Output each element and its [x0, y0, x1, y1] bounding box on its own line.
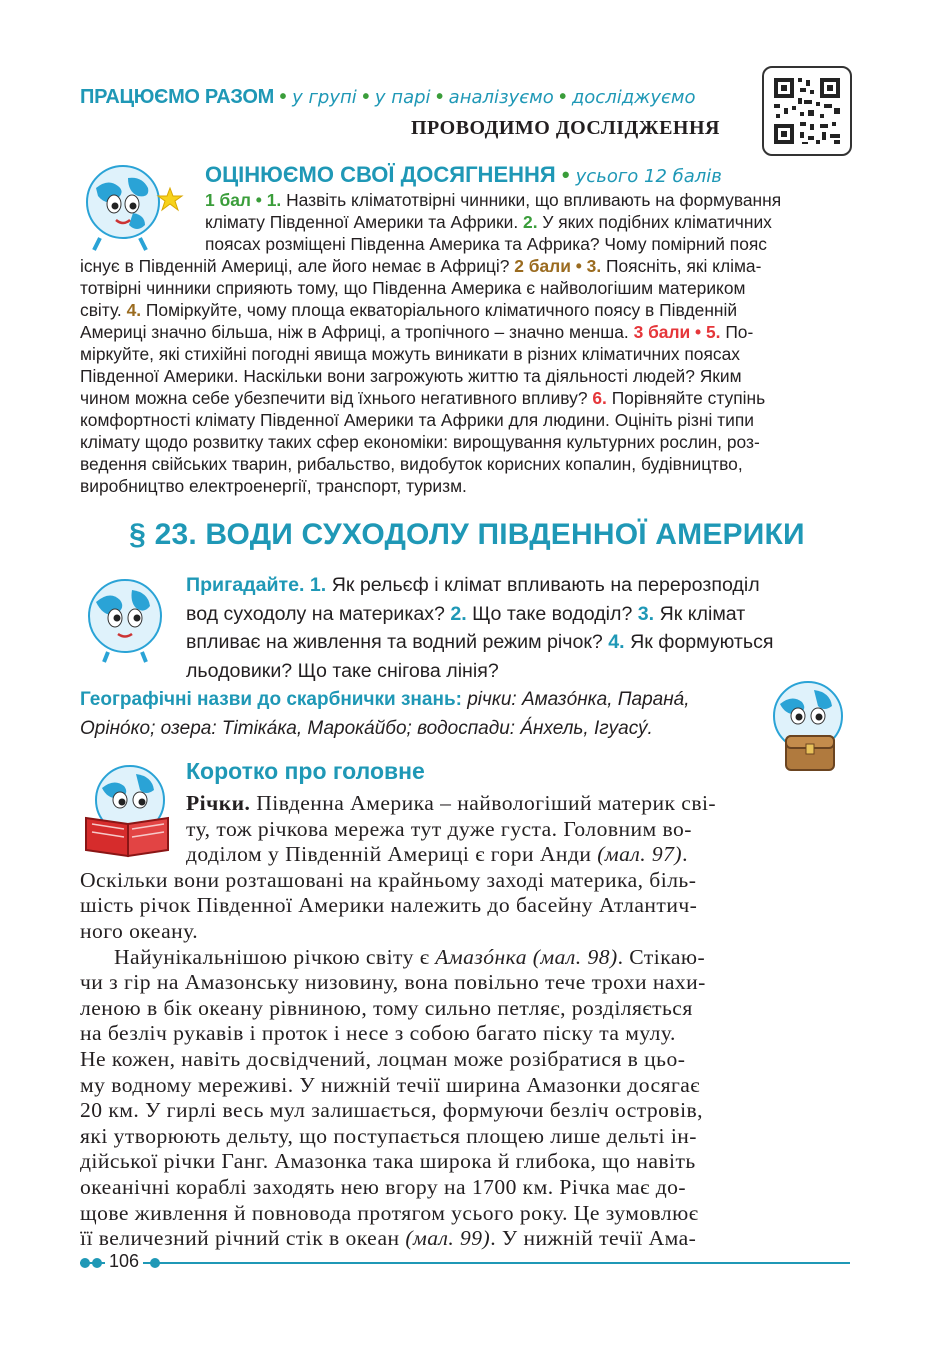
text-run: клімату Південної Америки та Африки.: [205, 212, 524, 232]
remember-line: [186, 600, 745, 628]
summary-heading: Коротко про головне: [186, 758, 425, 784]
text-run: .: [682, 842, 688, 867]
text-run: дійської річки Ганг. Амазонка така широка й глибока, що навіть: [80, 1149, 696, 1174]
text-run: Пригадайте. 1.: [186, 574, 332, 596]
text-run: які утворюють дельту, що поступається площею лише дельті ін-: [80, 1123, 697, 1148]
text-run: 20 км. У гирлі весь мул залишається, формуючи безліч островів,: [80, 1098, 704, 1123]
header-subtitle: ПРОВОДИМО ДОСЛІДЖЕННЯ: [411, 117, 720, 139]
paragraph-line: [80, 1098, 703, 1124]
text-run: ведення свійських тварин, рибальство, видобуток корисних копалин, будівництво,: [80, 454, 743, 474]
achievements-line: [205, 189, 781, 211]
achievements-line: [80, 255, 761, 277]
geo-names-line: [80, 715, 653, 743]
paragraph-line: [186, 791, 716, 817]
paragraph-line: [80, 1226, 696, 1252]
text-run: Назвіть кліматотвірні чинники, що впливають на формування: [286, 190, 782, 210]
remember-line: [186, 571, 760, 599]
text-run: 4.: [126, 300, 146, 320]
text-run: 2.: [450, 602, 473, 625]
text-run: ного океану.: [80, 919, 199, 943]
achievements-line: [80, 475, 467, 497]
text-run: Як клімат: [659, 602, 746, 625]
paragraph-line: [80, 970, 706, 996]
remember-line: [186, 628, 774, 656]
bullet-dot: •: [559, 86, 567, 108]
bullet-dot: •: [436, 86, 444, 108]
text-run: 6.: [592, 388, 612, 408]
achievements-line: [80, 365, 742, 387]
globe-mascot-book-icon: [80, 762, 176, 862]
text-run: . Стікаю-: [617, 944, 706, 969]
footer-rule: [80, 1262, 850, 1264]
header-mode: аналізуємо: [448, 87, 554, 108]
achievements-title-text: ОЦІНЮЄМО СВОЇ ДОСЯГНЕННЯ: [205, 162, 556, 187]
header-mode: досліджуємо: [571, 87, 696, 108]
achievements-line: [80, 387, 765, 409]
achievements-line: [80, 431, 760, 453]
text-run: Як формуються: [630, 631, 774, 653]
paragraph-line: [80, 1124, 697, 1150]
geo-names-line: [80, 686, 690, 714]
text-run: Оскільки вони розташовані на крайньому заході материка, біль-: [80, 867, 697, 892]
text-run: У яких подібних кліматичних: [542, 212, 772, 232]
text-run: (мал. 97): [597, 842, 683, 867]
text-run: щове живлення й повновода протягом усього року. Це зумовлює: [80, 1200, 699, 1225]
text-run: клімату щодо розвитку таких сфер економіки: вирощування культурних рослин, роз-: [80, 432, 760, 452]
text-run: чи з гір на Амазонську низовину, вона повільно тече трохи нахи-: [80, 970, 706, 995]
globe-mascot-chest-icon: [764, 678, 852, 776]
text-run: 3.: [637, 602, 660, 625]
paragraph-line: [80, 868, 696, 894]
bullet-dot: •: [279, 86, 287, 108]
paragraph-line: [80, 1175, 686, 1201]
header-mode: у групі: [292, 87, 357, 108]
text-run: міркуйте, які стихійні погодні явища можуть виникати в різних кліматичних поясах: [80, 344, 740, 364]
globe-mascot-star-icon: [78, 158, 188, 258]
text-run: ту, тож річкова мережа тут дуже густа. Головним во-: [186, 816, 692, 841]
achievements-line: [80, 453, 743, 475]
text-run: світу.: [80, 300, 127, 320]
paragraph-line: [80, 1149, 696, 1175]
achievements-line: [80, 409, 754, 431]
achievements-line: [80, 277, 745, 299]
text-run: льодовики? Що таке снігова лінія?: [186, 659, 499, 682]
footer-dot: [80, 1258, 90, 1268]
text-run: Не кожен, навіть досвідчений, лоцман може розібратися в цьо-: [80, 1047, 686, 1071]
text-run: Америці значно більша, ніж в Африці, а тропічного – значно менша.: [80, 322, 634, 342]
qr-code-icon: [764, 68, 850, 154]
achievements-line: [80, 321, 753, 343]
text-run: її величезний річний стік в океан: [80, 1226, 406, 1251]
paragraph-line: [80, 1047, 685, 1073]
paragraph-line: [80, 893, 697, 919]
achievements-title: [205, 162, 722, 188]
text-run: 1 бал • 1.: [205, 190, 287, 210]
text-run: (мал. 99): [405, 1226, 491, 1251]
text-run: існує в Південній Америці, але його немає в Африці?: [80, 256, 515, 276]
text-run: на безліч рукавів і проток і несе з собою багато піску та мулу.: [80, 1021, 676, 1046]
text-run: . У нижній течії Ама-: [490, 1226, 697, 1251]
text-run: Найунікальнішою річкою світу є: [114, 944, 436, 969]
paragraph-line: [80, 1073, 700, 1099]
footer-dot: [92, 1258, 102, 1268]
text-run: Що таке вододіл?: [472, 602, 638, 625]
text-run: му водному мереживі. У нижній течії ширина Амазонки досягає: [80, 1072, 701, 1097]
text-run: доділом у Південній Америці є гори Анди: [186, 842, 598, 867]
paragraph-line: [186, 842, 688, 868]
text-run: тотвірні чинники сприяють тому, що Південна Америка є найвологішим материком: [80, 278, 746, 298]
text-run: Географічні назви до скарбнички знань:: [80, 689, 468, 710]
achievements-line: [205, 233, 767, 255]
text-run: По-: [725, 322, 754, 342]
text-run: Порівняйте ступінь: [611, 388, 766, 408]
text-run: Оріно́ко; озера: Тітіка́ка, Марока́йбо; водоспади: А́нхель, Ігуасу́.: [80, 717, 653, 739]
text-run: виробництво електроенергії, транспорт, туризм.: [80, 476, 467, 496]
paragraph-line: [80, 1201, 698, 1227]
paragraph-line: [186, 817, 692, 843]
text-run: чином можна себе убезпечити від їхнього негативного впливу?: [80, 388, 593, 408]
text-run: океанічні кораблі заходять нею вгору на 1700 км. Річка має до-: [80, 1175, 687, 1199]
text-run: Амазóнка (мал. 98): [435, 944, 618, 969]
section-header-teamwork: [80, 84, 696, 111]
paragraph-line: [80, 996, 693, 1022]
footer-dot: [150, 1258, 160, 1268]
text-run: Південної Америки. Наскільки вони загрожують життю та діяльності людей? Яким: [80, 366, 742, 386]
text-run: леною в бік океану рівниною, тому сильно петляє, розділяється: [80, 995, 693, 1020]
achievements-line: [205, 211, 772, 233]
text-run: впливає на живлення та водний режим річок?: [186, 631, 609, 653]
text-run: шість річок Південної Америки належить до басейну Атлантич-: [80, 893, 698, 918]
text-run: Поміркуйте, чому площа екваторіального кліматичного поясу в Південній: [145, 300, 738, 320]
text-run: Поясніть, які кліма-: [606, 256, 762, 276]
text-run: 4.: [608, 631, 631, 653]
bullet-dot: •: [362, 86, 370, 108]
achievements-total: усього 12 балів: [575, 166, 722, 187]
header-lead: ПРАЦЮЄМО РАЗОМ: [80, 86, 274, 108]
bullet-dot: •: [561, 162, 570, 187]
qr-code[interactable]: [762, 66, 852, 156]
paragraph-line: [80, 1021, 676, 1047]
text-run: Південна Америка – найвологіший материк сві-: [256, 791, 717, 815]
text-run: 2.: [523, 212, 543, 232]
text-run: Річки.: [186, 791, 257, 815]
text-run: поясах розміщені Південна Америка та Африка? Чому помірний пояс: [205, 234, 767, 254]
achievements-line: [80, 299, 737, 321]
paragraph-line: [80, 919, 198, 945]
header-mode: у парі: [374, 87, 431, 108]
text-run: 2 бали • 3.: [514, 256, 606, 276]
text-run: річки: Амазóнка, Паранá,: [467, 689, 690, 710]
achievements-line: [80, 343, 740, 365]
text-run: комфортності клімату Південної Америки та Африки для людини. Оцініть різні типи: [80, 410, 754, 430]
globe-mascot-icon: [80, 574, 170, 666]
page-number: 106: [105, 1251, 143, 1272]
paragraph-line: [114, 945, 705, 971]
text-run: 3 бали • 5.: [633, 322, 726, 342]
text-run: вод суходолу на материках?: [186, 602, 451, 625]
text-run: Як рельєф і клімат впливають на перерозподіл: [331, 574, 760, 596]
section-title: § 23. ВОДИ СУХОДОЛУ ПІВДЕННОЇ АМЕРИКИ: [129, 518, 805, 551]
remember-line: [186, 657, 499, 685]
